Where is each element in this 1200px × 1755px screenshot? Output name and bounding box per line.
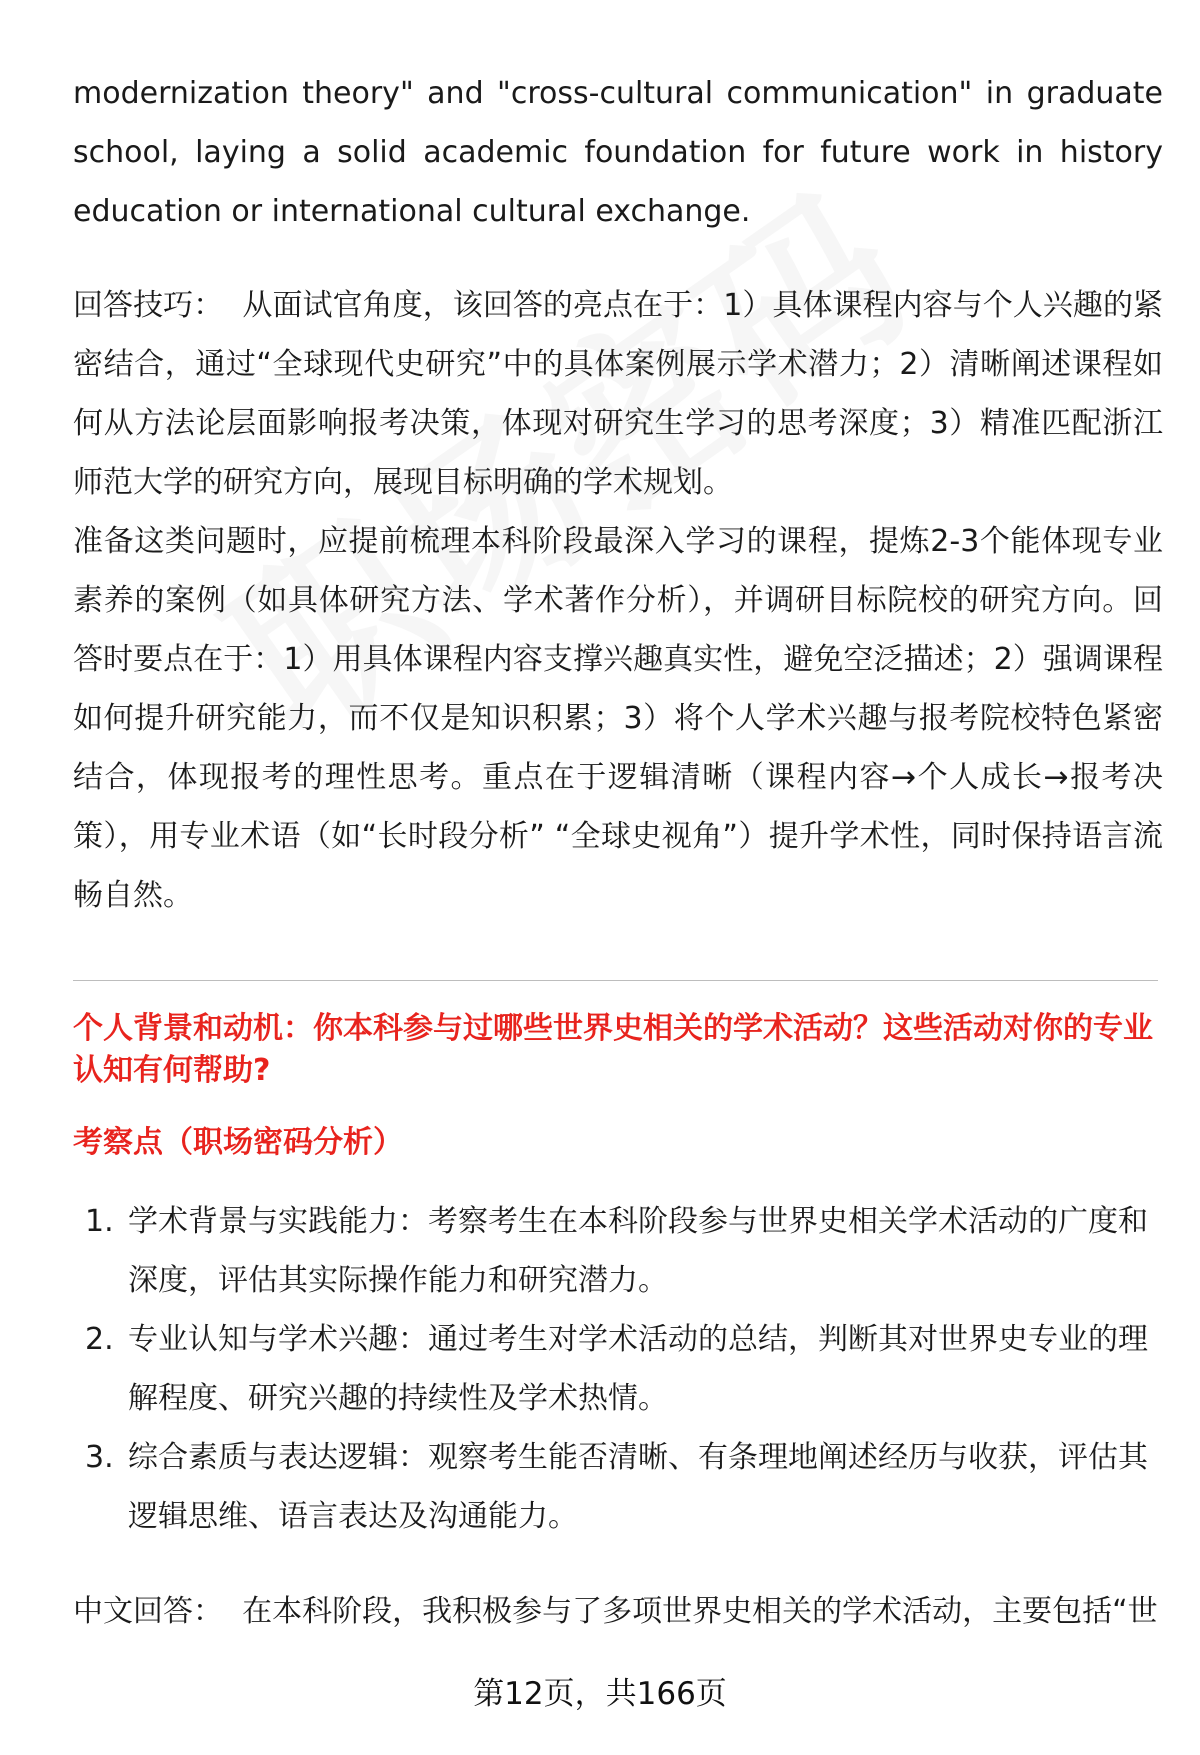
answer-text: 在本科阶段，我积极参与了多项世界史相关的学术活动，主要包括“世 (242, 1594, 1158, 1629)
list-item (73, 1192, 1163, 1310)
list-item-number: 3. (85, 1440, 114, 1475)
list-item-text: 综合素质与表达逻辑：观察考生能否清晰、有条理地阐述经历与收获，评估其逻辑思维、语言表达及沟通能力。 (128, 1440, 1148, 1534)
tips-label: 回答技巧： (73, 288, 224, 323)
prep-paragraph: 准备这类问题时，应提前梳理本科阶段最深入学习的课程，提炼2-3个能体现专业素养的案例（如具体研究方法、学术著作分析），并调研目标院校的研究方向。回答时要点在于：1）用具体课程内容支撑兴趣真实性，避免空泛描述；2）强调课程如何提升研究能力，而不仅是知识积累；3）将个人学术兴趣与报考院校特色紧密结合，体现报考的理性思考。重点在于逻辑清晰（课程内容→个人成长→报考决策），用专业术语（如“长时段分析” “全球史视角”）提升学术性，同时保持语言流畅自然。 (73, 524, 1163, 913)
assessment-heading: 考察点（职场密码分析） (73, 1125, 403, 1160)
assessment-list (73, 1192, 1163, 1546)
list-item (73, 1428, 1163, 1546)
list-item (73, 1310, 1163, 1428)
intro-paragraph: modernization theory" and "cross-cultural communication" in graduate school, laying a solid academic foundation for future work in history education or international cultural exchange. (73, 76, 1163, 229)
list-item-text: 学术背景与实践能力：考察考生在本科阶段参与世界史相关学术活动的广度和深度，评估其实际操作能力和研究潜力。 (128, 1204, 1148, 1298)
tips-paragraph (73, 276, 1163, 512)
list-item-number: 1. (85, 1204, 114, 1239)
page-number: 第12页，共166页 (473, 1676, 727, 1712)
list-item-text: 专业认知与学术兴趣：通过考生对学术活动的总结，判断其对世界史专业的理解程度、研究兴趣的持续性及学术热情。 (128, 1322, 1148, 1416)
tips-text: 从面试官角度，该回答的亮点在于：1）具体课程内容与个人兴趣的紧密结合，通过“全球现代史研究”中的具体案例展示学术潜力；2）清晰阐述课程如何从方法论层面影响报考决策，体现对研究生学习的思考深度；3）精准匹配浙江师范大学的研究方向，展现目标明确的学术规划。 (73, 288, 1163, 500)
answer-label: 中文回答： (73, 1594, 223, 1629)
answer-paragraph (73, 1582, 1163, 1641)
section-divider (73, 980, 1158, 981)
list-item-number: 2. (85, 1322, 114, 1357)
question-heading: 个人背景和动机：你本科参与过哪些世界史相关的学术活动？这些活动对你的专业认知有何帮助? (73, 1011, 1153, 1088)
